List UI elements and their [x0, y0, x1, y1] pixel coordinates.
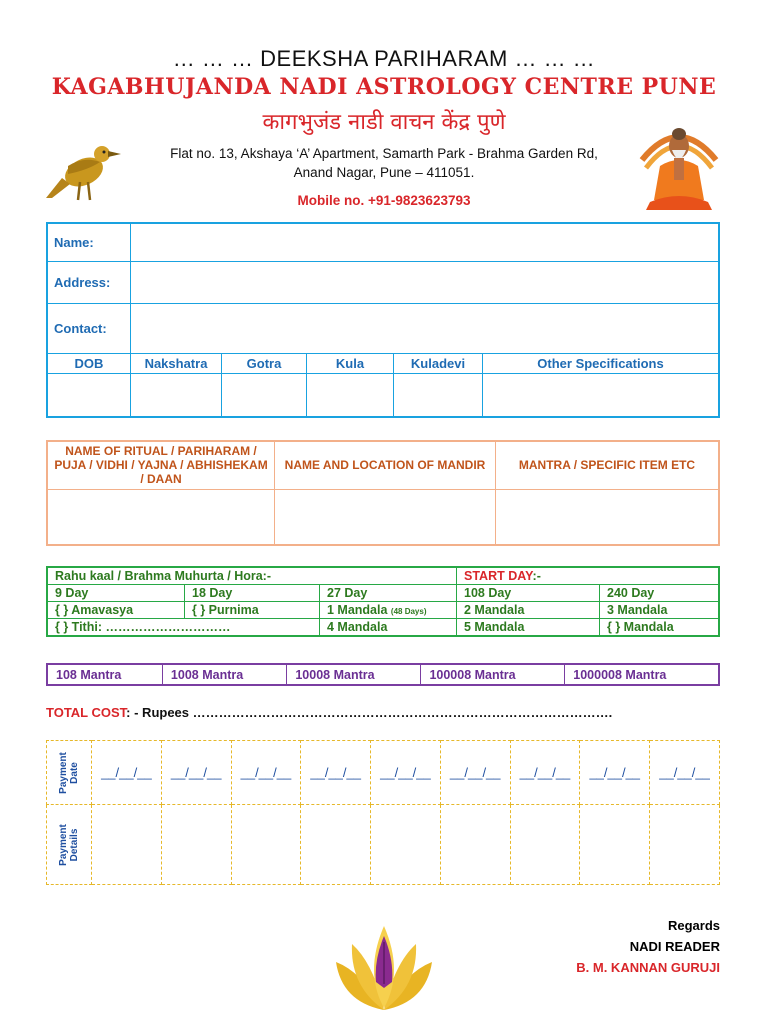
- payment-details-field[interactable]: [301, 805, 371, 885]
- day-options-table: [46, 566, 720, 637]
- mantra-item-header: MANTRA / SPECIFIC ITEM ETC: [496, 441, 720, 489]
- kula-field[interactable]: [307, 373, 394, 417]
- mobile-number: Mobile no. +91-9823623793: [297, 193, 471, 208]
- payment-date-field[interactable]: __/__/__: [510, 741, 580, 805]
- option-1-mandala[interactable]: [320, 602, 457, 619]
- payment-details-label-line2: Details: [69, 828, 80, 861]
- total-cost-rupees: : - Rupees …………………………………………………………………………………….: [126, 705, 613, 720]
- option-1008-mantra[interactable]: 1008 Mantra: [162, 664, 286, 685]
- client-info-table: [46, 222, 720, 418]
- mantra-count-table: [46, 663, 720, 686]
- form-title: … … … DEEKSHA PARIHARAM … … …: [172, 46, 596, 71]
- address-line-1: Flat no. 13, Akshaya ‘A’ Apartment, Samarth Park - Brahma Garden Rd,: [170, 146, 598, 161]
- centre-address: [60, 144, 708, 182]
- lotus-namaste-icon: [332, 922, 436, 1012]
- option-custom-mandala[interactable]: { } Mandala: [600, 619, 720, 637]
- payment-date-field[interactable]: __/__/__: [301, 741, 371, 805]
- option-3-mandala[interactable]: 3 Mandala: [600, 602, 720, 619]
- mandir-header: NAME AND LOCATION OF MANDIR: [275, 441, 496, 489]
- nadi-reader-text: NADI READER: [629, 939, 720, 954]
- start-day-label: START DAY: [464, 569, 533, 583]
- nakshatra-field[interactable]: [131, 373, 222, 417]
- option-4-mandala[interactable]: 4 Mandala: [320, 619, 457, 637]
- nakshatra-header: Nakshatra: [131, 353, 222, 373]
- option-108-day[interactable]: 108 Day: [457, 585, 600, 602]
- option-18-day[interactable]: 18 Day: [185, 585, 320, 602]
- guruji-name: B. M. KANNAN GURUJI: [576, 960, 720, 975]
- payment-table: [46, 740, 720, 885]
- option-240-day[interactable]: 240 Day: [600, 585, 720, 602]
- payment-date-label-line2: Date: [69, 761, 80, 784]
- payment-date-field[interactable]: __/__/__: [440, 741, 510, 805]
- option-2-mandala[interactable]: 2 Mandala: [457, 602, 600, 619]
- timing-label: Rahu kaal / Brahma Muhurta / Hora:-: [47, 567, 457, 585]
- option-9-day[interactable]: 9 Day: [47, 585, 185, 602]
- address-field[interactable]: [131, 261, 720, 303]
- payment-details-field[interactable]: [371, 805, 441, 885]
- mandala-1-note: (48 Days): [390, 607, 427, 616]
- payment-details-field[interactable]: [580, 805, 650, 885]
- other-specifications-header: Other Specifications: [483, 353, 720, 373]
- dob-field[interactable]: [47, 373, 131, 417]
- kuladevi-field[interactable]: [394, 373, 483, 417]
- total-cost-line[interactable]: [46, 705, 612, 720]
- start-day-suffix: :-: [532, 569, 541, 583]
- mandala-1-label: 1 Mandala: [327, 603, 388, 617]
- option-amavasya[interactable]: { } Amavasya: [47, 602, 185, 619]
- option-108-mantra[interactable]: 108 Mantra: [47, 664, 162, 685]
- ritual-name-header: NAME OF RITUAL / PARIHARAM / PUJA / VIDHI / YAJNA / ABHISHEKAM / DAAN: [47, 441, 275, 489]
- payment-details-label-line1: Payment: [58, 823, 69, 866]
- payment-details-field[interactable]: [231, 805, 301, 885]
- payment-details-label: [58, 824, 80, 866]
- payment-date-field[interactable]: __/__/__: [650, 741, 720, 805]
- payment-details-field[interactable]: [650, 805, 720, 885]
- centre-name: KAGABHUJANDA NADI ASTROLOGY CENTRE PUNE: [51, 74, 717, 100]
- payment-date-label-line1: Payment: [58, 751, 69, 794]
- total-cost-label: TOTAL COST: [46, 705, 127, 720]
- ritual-name-field[interactable]: [47, 489, 275, 545]
- payment-details-field[interactable]: [92, 805, 162, 885]
- contact-field[interactable]: [131, 303, 720, 353]
- option-tithi[interactable]: { } Tithi: …………………………: [47, 619, 320, 637]
- payment-details-label-cell: [47, 805, 92, 885]
- address-label: Address:: [47, 261, 131, 303]
- payment-date-label-cell: [47, 741, 92, 805]
- start-day-cell[interactable]: [457, 567, 720, 585]
- regards-text: Regards: [667, 918, 720, 933]
- other-specifications-field[interactable]: [483, 373, 720, 417]
- contact-label: Contact:: [47, 303, 131, 353]
- mantra-item-field[interactable]: [496, 489, 720, 545]
- payment-details-field[interactable]: [161, 805, 231, 885]
- mandir-field[interactable]: [275, 489, 496, 545]
- gotra-header: Gotra: [222, 353, 307, 373]
- payment-date-label: [58, 752, 80, 794]
- name-field[interactable]: [131, 223, 720, 261]
- payment-date-field[interactable]: __/__/__: [92, 741, 162, 805]
- kula-header: Kula: [307, 353, 394, 373]
- payment-details-field[interactable]: [440, 805, 510, 885]
- option-100008-mantra[interactable]: 100008 Mantra: [421, 664, 565, 685]
- payment-date-field[interactable]: __/__/__: [580, 741, 650, 805]
- option-5-mandala[interactable]: 5 Mandala: [457, 619, 600, 637]
- payment-details-field[interactable]: [510, 805, 580, 885]
- payment-date-field[interactable]: __/__/__: [231, 741, 301, 805]
- option-10008-mantra[interactable]: 10008 Mantra: [287, 664, 421, 685]
- option-purnima[interactable]: { } Purnima: [185, 602, 320, 619]
- ritual-table: [46, 440, 720, 546]
- dob-header: DOB: [47, 353, 131, 373]
- gotra-field[interactable]: [222, 373, 307, 417]
- option-27-day[interactable]: 27 Day: [320, 585, 457, 602]
- payment-date-field[interactable]: __/__/__: [161, 741, 231, 805]
- payment-date-field[interactable]: __/__/__: [371, 741, 441, 805]
- kuladevi-header: Kuladevi: [394, 353, 483, 373]
- name-label: Name:: [47, 223, 131, 261]
- option-1000008-mantra[interactable]: 1000008 Mantra: [565, 664, 719, 685]
- centre-name-marathi: कागभुजंड नाडी वाचन केंद्र पुणे: [262, 110, 506, 135]
- address-line-2: Anand Nagar, Pune – 411051.: [293, 165, 475, 180]
